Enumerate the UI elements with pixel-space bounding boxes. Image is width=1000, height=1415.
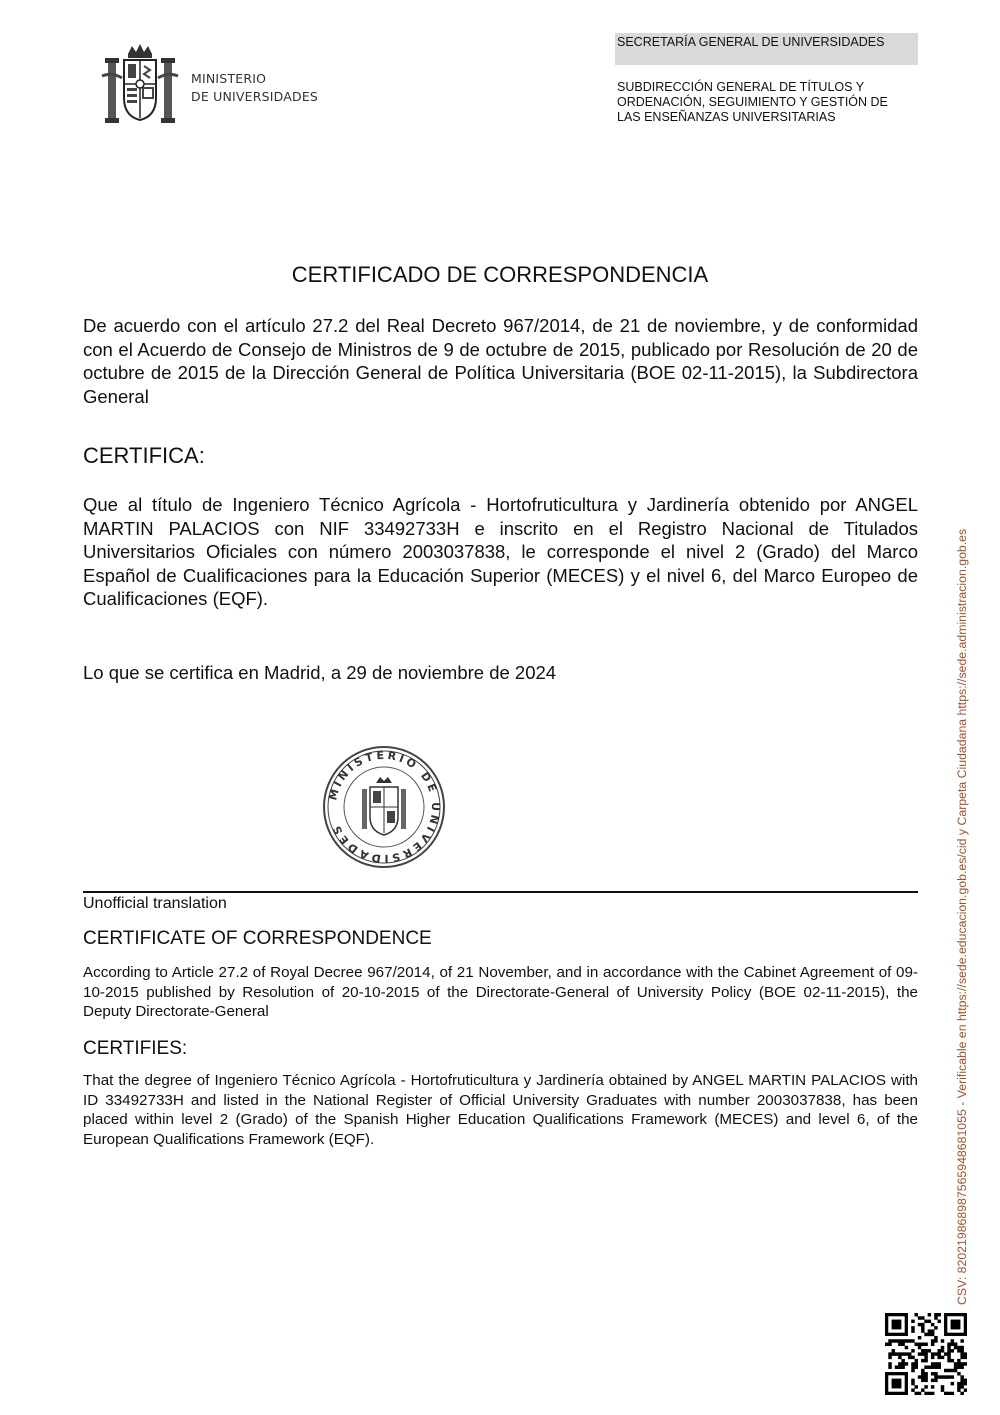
ministry-name-line2: DE UNIVERSIDADES bbox=[191, 89, 319, 104]
intro-paragraph: De acuerdo con el artículo 27.2 del Real Decreto 967/2014, de 21 de noviembre, y de conformidad con el Acuerdo de Consejo de Ministros de 9 de octubre de 2015, publicado por Resolución de 20 de octubre de 2015 de la Dirección General de Política Universitaria (BOE 02-11-2015), la Subdirectora General bbox=[83, 315, 918, 407]
subdireccion-line: SUBDIRECCIÓN GENERAL DE TÍTULOS Y bbox=[617, 80, 865, 94]
certificate-title: CERTIFICADO DE CORRESPONDENCIA bbox=[291, 262, 709, 287]
english-certification-body: That the degree of Ingeniero Técnico Agrícola - Hortofruticultura y Jardinería obtained by ANGEL MARTIN PALACIOS with ID 33492733H and listed in the National Register of Official University Graduates with number 2003037838, has been placed within level 2 (Grado) of the Spanish Higher Education Qualifications Framework (MECES) and level 6, of the European Qualifications Framework (EQF). bbox=[83, 1072, 918, 1148]
subdireccion-line: ORDENACIÓN, SEGUIMIENTO Y GESTIÓN DE bbox=[617, 95, 888, 109]
certifica-heading: CERTIFICA: bbox=[83, 443, 205, 468]
secretaria-header: SECRETARÍA GENERAL DE UNIVERSIDADES bbox=[615, 33, 918, 65]
certifies-heading: CERTIFIES: bbox=[83, 1038, 188, 1059]
official-seal bbox=[322, 745, 446, 869]
subdireccion-header bbox=[617, 80, 917, 125]
ministry-name bbox=[191, 70, 318, 106]
certification-body: Que al título de Ingeniero Técnico Agrícola - Hortofruticultura y Jardinería obtenido por ANGEL MARTIN PALACIOS con NIF 33492733H e inscrito en el Registro Nacional de Titulados Universitarios Oficiales con número 2003037838, le corresponde el nivel 2 (Grado) del Marco Español de Cualificaciones para la Educación Superior (MECES) y el nivel 6, del Marco Europeo de Cualificaciones (EQF). bbox=[83, 494, 918, 609]
ministry-name-line1: MINISTERIO bbox=[191, 71, 267, 86]
english-title: CERTIFICATE OF CORRESPONDENCE bbox=[83, 928, 432, 949]
closing-statement: Lo que se certifica en Madrid, a 29 de noviembre de 2024 bbox=[83, 662, 557, 683]
qr-code-graphic bbox=[885, 1313, 967, 1395]
qr-code-icon bbox=[885, 1313, 967, 1395]
section-divider bbox=[83, 891, 918, 893]
english-intro-paragraph: According to Article 27.2 of Royal Decree 967/2014, of 21 November, and in accordance with the Cabinet Agreement of 09-10-2015 published by Resolution of 20-10-2015 of the Directorate-General of University Policy (BOE 02-11-2015), the Deputy Directorate-General bbox=[83, 964, 918, 1020]
unofficial-translation-label: Unofficial translation bbox=[83, 895, 227, 912]
svg-text:MINISTERIO DE UNIVERSIDADES: MINISTERIO DE UNIVERSIDADES bbox=[326, 748, 443, 866]
seal-icon bbox=[322, 745, 446, 869]
subdireccion-line: LAS ENSEÑANZAS UNIVERSITARIAS bbox=[617, 110, 836, 124]
csv-verification-text: CSV: 82021986898756594868​1055 - Verificable en https://sede.educacion.gob.es/cid y Carpeta Ciudadana https://sede.administracion.gob.es bbox=[955, 528, 969, 1305]
coat-of-arms-icon bbox=[100, 40, 180, 130]
